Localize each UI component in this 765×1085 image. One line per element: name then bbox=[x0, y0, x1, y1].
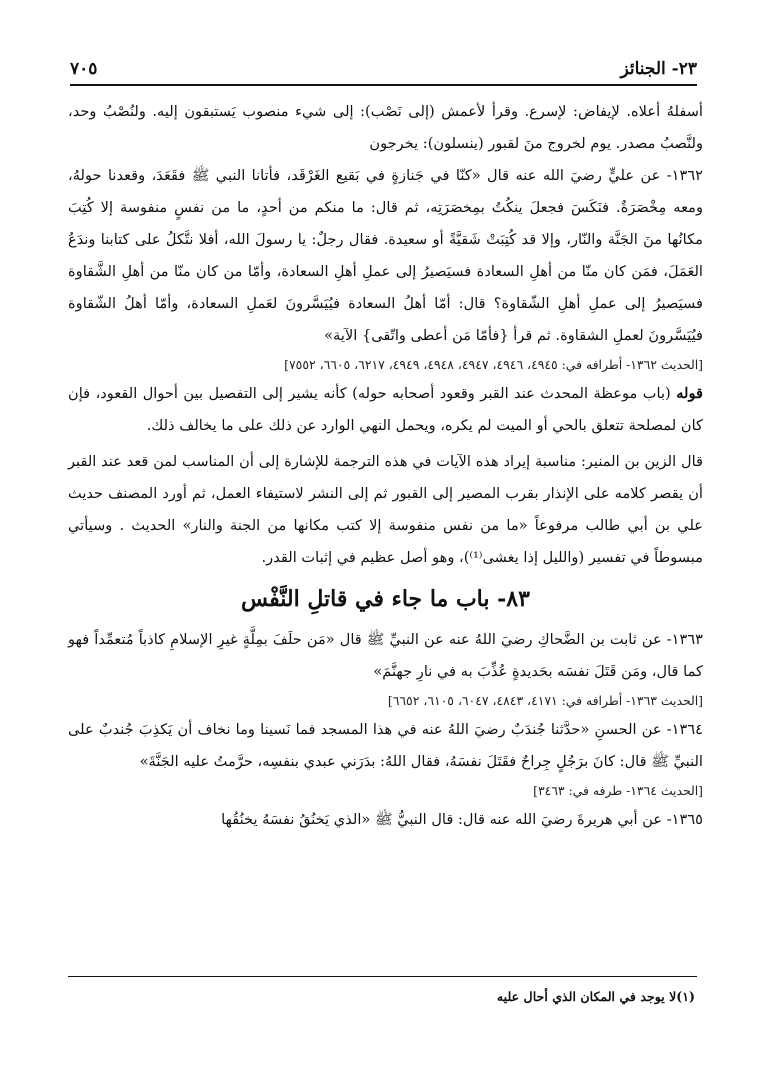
commentary-lead-word: قوله bbox=[676, 385, 703, 402]
zain-ibn-munir-paragraph: قال الزين بن المنير: مناسبة إيراد هذه الآيات في هذه الترجمة للإشارة إلى أن المناسب لمن قعد عند القبر أن يقصر كلامه على الإنذار بقرب المصير إلى القبور ثم إلى النشر لاستيفاء العمل، ثم أورد المصنف حديث علي بن أبي طالب مرفوعاً «ما من نفس منفوسة إلا كتب مكانها من الجنة والنار» الحديث . وسيأتي مبسوطاً في تفسير (والليل إذا يغشى⁽¹⁾)، وهو أصل عظيم في إثبات القدر. bbox=[68, 453, 703, 566]
hadith-1363: ١٣٦٣- عن ثابت بن الضَّحاكِ رضيَ اللهُ عنه عن النبيِّ ﷺ قال «مَن حلَفَ بمِلَّةٍ غيرِ الإسلامِ كاذباً مُتعمِّداً فهو كما قال، ومَن قَتَلَ نفسَه بحَديدةٍ عُذِّبَ به في نارِ جهنَّمَ» bbox=[68, 631, 703, 680]
chapter-title: ٢٣- الجنائز bbox=[620, 59, 697, 79]
gloss-paragraph: أسفلهُ أعلاه. لإيفاض: لإسرع. وقرأ لأعمش (إلى نَصْب): إلى شيء منصوب يَستبقون إليه. ولنُصْبُ وحد، ولنَّصبُ مصدر. يوم لخروج منَ لقبور (ينسلون): يخرجون bbox=[68, 103, 703, 152]
commentary-paragraph bbox=[68, 378, 703, 442]
hadith-1363-reference: [الحديث ١٣٦٣- أطرافه في: ٤١٧١، ٤٨٤٣، ٦٠٤٧، ٦١٠٥، ٦٦٥٢] bbox=[387, 693, 703, 708]
footnote: (١)لا يوجد في المكان الذي أحال عليه bbox=[496, 989, 695, 1004]
hadith-1364: ١٣٦٤- عن الحسنِ «حدَّثنا جُندَبٌ رضيَ اللهُ عنه في هذا المسجد فما نَسينا وما نخاف أن يَكذِبَ جُندبٌ على النبيِّ ﷺ قال: كانَ برَجُلٍ جِراحٌ فقَتَلَ نفسَهُ، فقال اللهُ: بدَرَني عبدي بنفسِه، حرَّمتُ عليه الجَنَّةَ» bbox=[68, 721, 703, 770]
hadith-1364-reference: [الحديث ١٣٦٤- طرفه في: ٣٤٦٣] bbox=[533, 783, 703, 798]
main-text bbox=[68, 96, 703, 836]
hadith-1362-reference: [الحديث ١٣٦٢- أطرافه في: ٤٩٤٥، ٤٩٤٦، ٤٩٤٧، ٤٩٤٨، ٤٩٤٩، ٦٢١٧، ٦٦٠٥، ٧٥٥٢] bbox=[284, 357, 703, 372]
hadith-1365: ١٣٦٥- عن أبي هريرةَ رضيَ الله عنه قال: قال النبيُّ ﷺ «الذي يَخنُقُ نفسَهُ يخنُقُها bbox=[221, 811, 703, 828]
hadith-1362: ١٣٦٢- عن عليٍّ رضيَ الله عنه قال «كنّا في جَنازةٍ في بَقيع الغَرْقَد، فأتانا النبي ﷺ فقَعَدَ، وقعدنا حولهُ، ومعه مِخْصَرَةٌ. فنَكَسَ فجعلَ ينكُتُ بمِخصَرَتِه، ثم قال: ما منكم من أحدٍ، ما من نفسٍ منفوسة إلا كُتِبَ مكانُها منَ الجَنَّة والنّار، وإلا قد كُتِبَتْ شَقيَّةً أو سعيدة. فقال رجلٌ: يا رسولَ الله، أفلا نتَّكلُ على كتابنا وندَعُ العَمَلَ، فمَن كان منّا من أهلِ السعادة فسيَصيرُ إلى عملِ أهلِ السعادة، وأمّا من كان منّا من أهلِ الشَّقاوة فسيَصيرُ إلى عملِ أهلِ الشّقاوة؟ قال: أمّا أهلُ السعادة فيُيَسَّرونَ لعَملِ السعادة، وأمّا أهلُ الشّقاوة فيُيَسَّرونَ لعملِ الشقاوة. ثم قرأ {فأمّا مَن أعطى واتّقى} الآية» bbox=[68, 167, 703, 344]
section-heading: ٨٣- باب ما جاء في قاتلِ النَّفْس bbox=[241, 586, 530, 612]
page-number: ٧٠٥ bbox=[70, 59, 98, 79]
commentary-text: (باب موعظة المحدث عند القبر وقعود أصحابه حوله) كأنه يشير إلى التفصيل بين أحوال القعود، فإن كان لمصلحة تتعلق بالحي أو الميت لم يكره، ويحمل النهي الوارد عن ذلك على ما يخالف ذلك. bbox=[68, 385, 703, 434]
running-header bbox=[70, 54, 697, 86]
footnote-divider bbox=[68, 976, 697, 977]
